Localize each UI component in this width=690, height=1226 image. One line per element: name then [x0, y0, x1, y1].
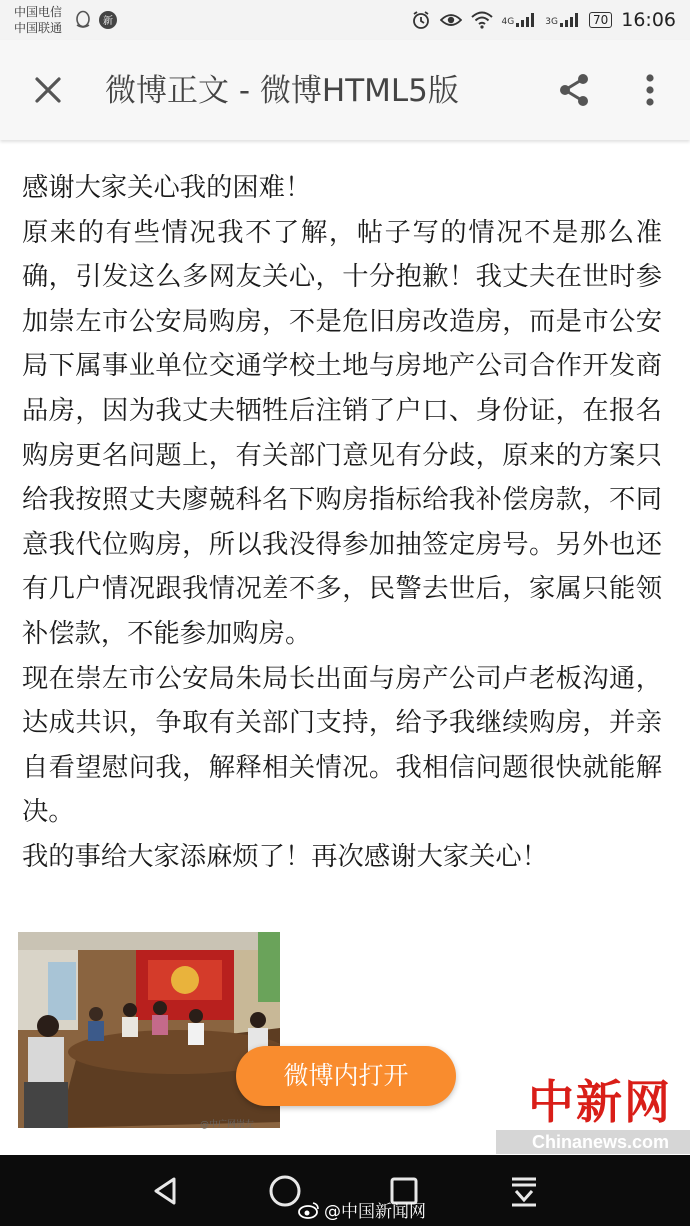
open-in-weibo-button[interactable]: 微博内打开: [236, 1046, 456, 1106]
network-1-label: 4G: [501, 17, 515, 27]
app-header: [0, 40, 690, 140]
signal-bars-icon: [560, 13, 580, 27]
post-paragraph: 原来的有些情况我不了解，帖子写的情况不是那么准确，引发这么多网友关心，十分抱歉！我丈夫在世时参加崇左市公安局购房，不是危旧房改造房，而是市公安局下属事业单位交通学校土地与房地产公司合作开发商品房，因为我丈夫牺牲后注销了户口、身份证，在报名购房更名问题上，有关部门意见有分歧，原来的方案只给我按照丈夫廖兢科名下购房指标给我补偿房款，不同意我代位购房，所以我没得参加抽签定房号。另外也还有几户情况跟我情况差不多，民警去世后，家属只能领补偿款，不能参加购房。: [22, 217, 662, 649]
weibo-logo-icon: [298, 1201, 320, 1219]
download-menu-icon: [504, 1171, 544, 1211]
carrier-2: 中国联通: [14, 21, 63, 35]
post-paragraph: 感谢大家关心我的困难！: [22, 173, 312, 203]
chinanews-credit: [298, 1197, 426, 1222]
status-bar: [0, 0, 690, 40]
carrier-labels: [14, 4, 62, 36]
signal-4g: [502, 13, 537, 27]
close-icon: [28, 70, 68, 110]
network-2-label: 3G: [545, 17, 558, 27]
nav-menu-button[interactable]: [504, 1171, 544, 1211]
share-button[interactable]: [555, 70, 595, 110]
chinanews-logo: 中新网: [528, 1075, 672, 1129]
page-title: 微博正文 - 微博HTML5版: [105, 73, 459, 109]
wifi-icon: [471, 11, 493, 29]
close-button[interactable]: [28, 70, 68, 110]
battery-level: 70: [589, 12, 612, 28]
qq-penguin-icon: [74, 10, 92, 30]
clock: 16:06: [621, 9, 676, 31]
more-vertical-icon: [636, 70, 664, 110]
status-indicators: [411, 0, 676, 40]
nav-back-button[interactable]: [146, 1171, 186, 1211]
post-photo[interactable]: [18, 932, 280, 1128]
carrier-1: 中国电信: [14, 5, 63, 19]
more-options-button[interactable]: [636, 70, 664, 110]
weibo-post-body: [22, 166, 662, 880]
meeting-room-photo: [18, 932, 280, 1128]
credit-text: @中国新闻网: [324, 1202, 426, 1222]
signal-3g: [545, 13, 580, 27]
svg-text:新: 新: [103, 16, 113, 27]
share-icon: [555, 70, 595, 110]
eye-comfort-icon: [440, 12, 462, 28]
notification-icons: [74, 10, 118, 30]
signal-bars-icon: [516, 13, 536, 27]
back-triangle-icon: [146, 1171, 186, 1211]
app-notification-icon: [98, 10, 118, 30]
chinanews-site-label: Chinanews.com: [532, 1132, 670, 1152]
alarm-icon: [411, 10, 431, 30]
photo-caption: @中广网崇左: [200, 1120, 255, 1130]
post-paragraph: 我的事给大家添麻烦了！再次感谢大家关心！: [22, 841, 548, 872]
post-paragraph: 现在崇左市公安局朱局长出面与房产公司卢老板沟通，达成共识，争取有关部门支持，给予我继续购房，并亲自看望慰问我，解释相关情况。我相信问题很快就能解决。: [22, 663, 662, 828]
